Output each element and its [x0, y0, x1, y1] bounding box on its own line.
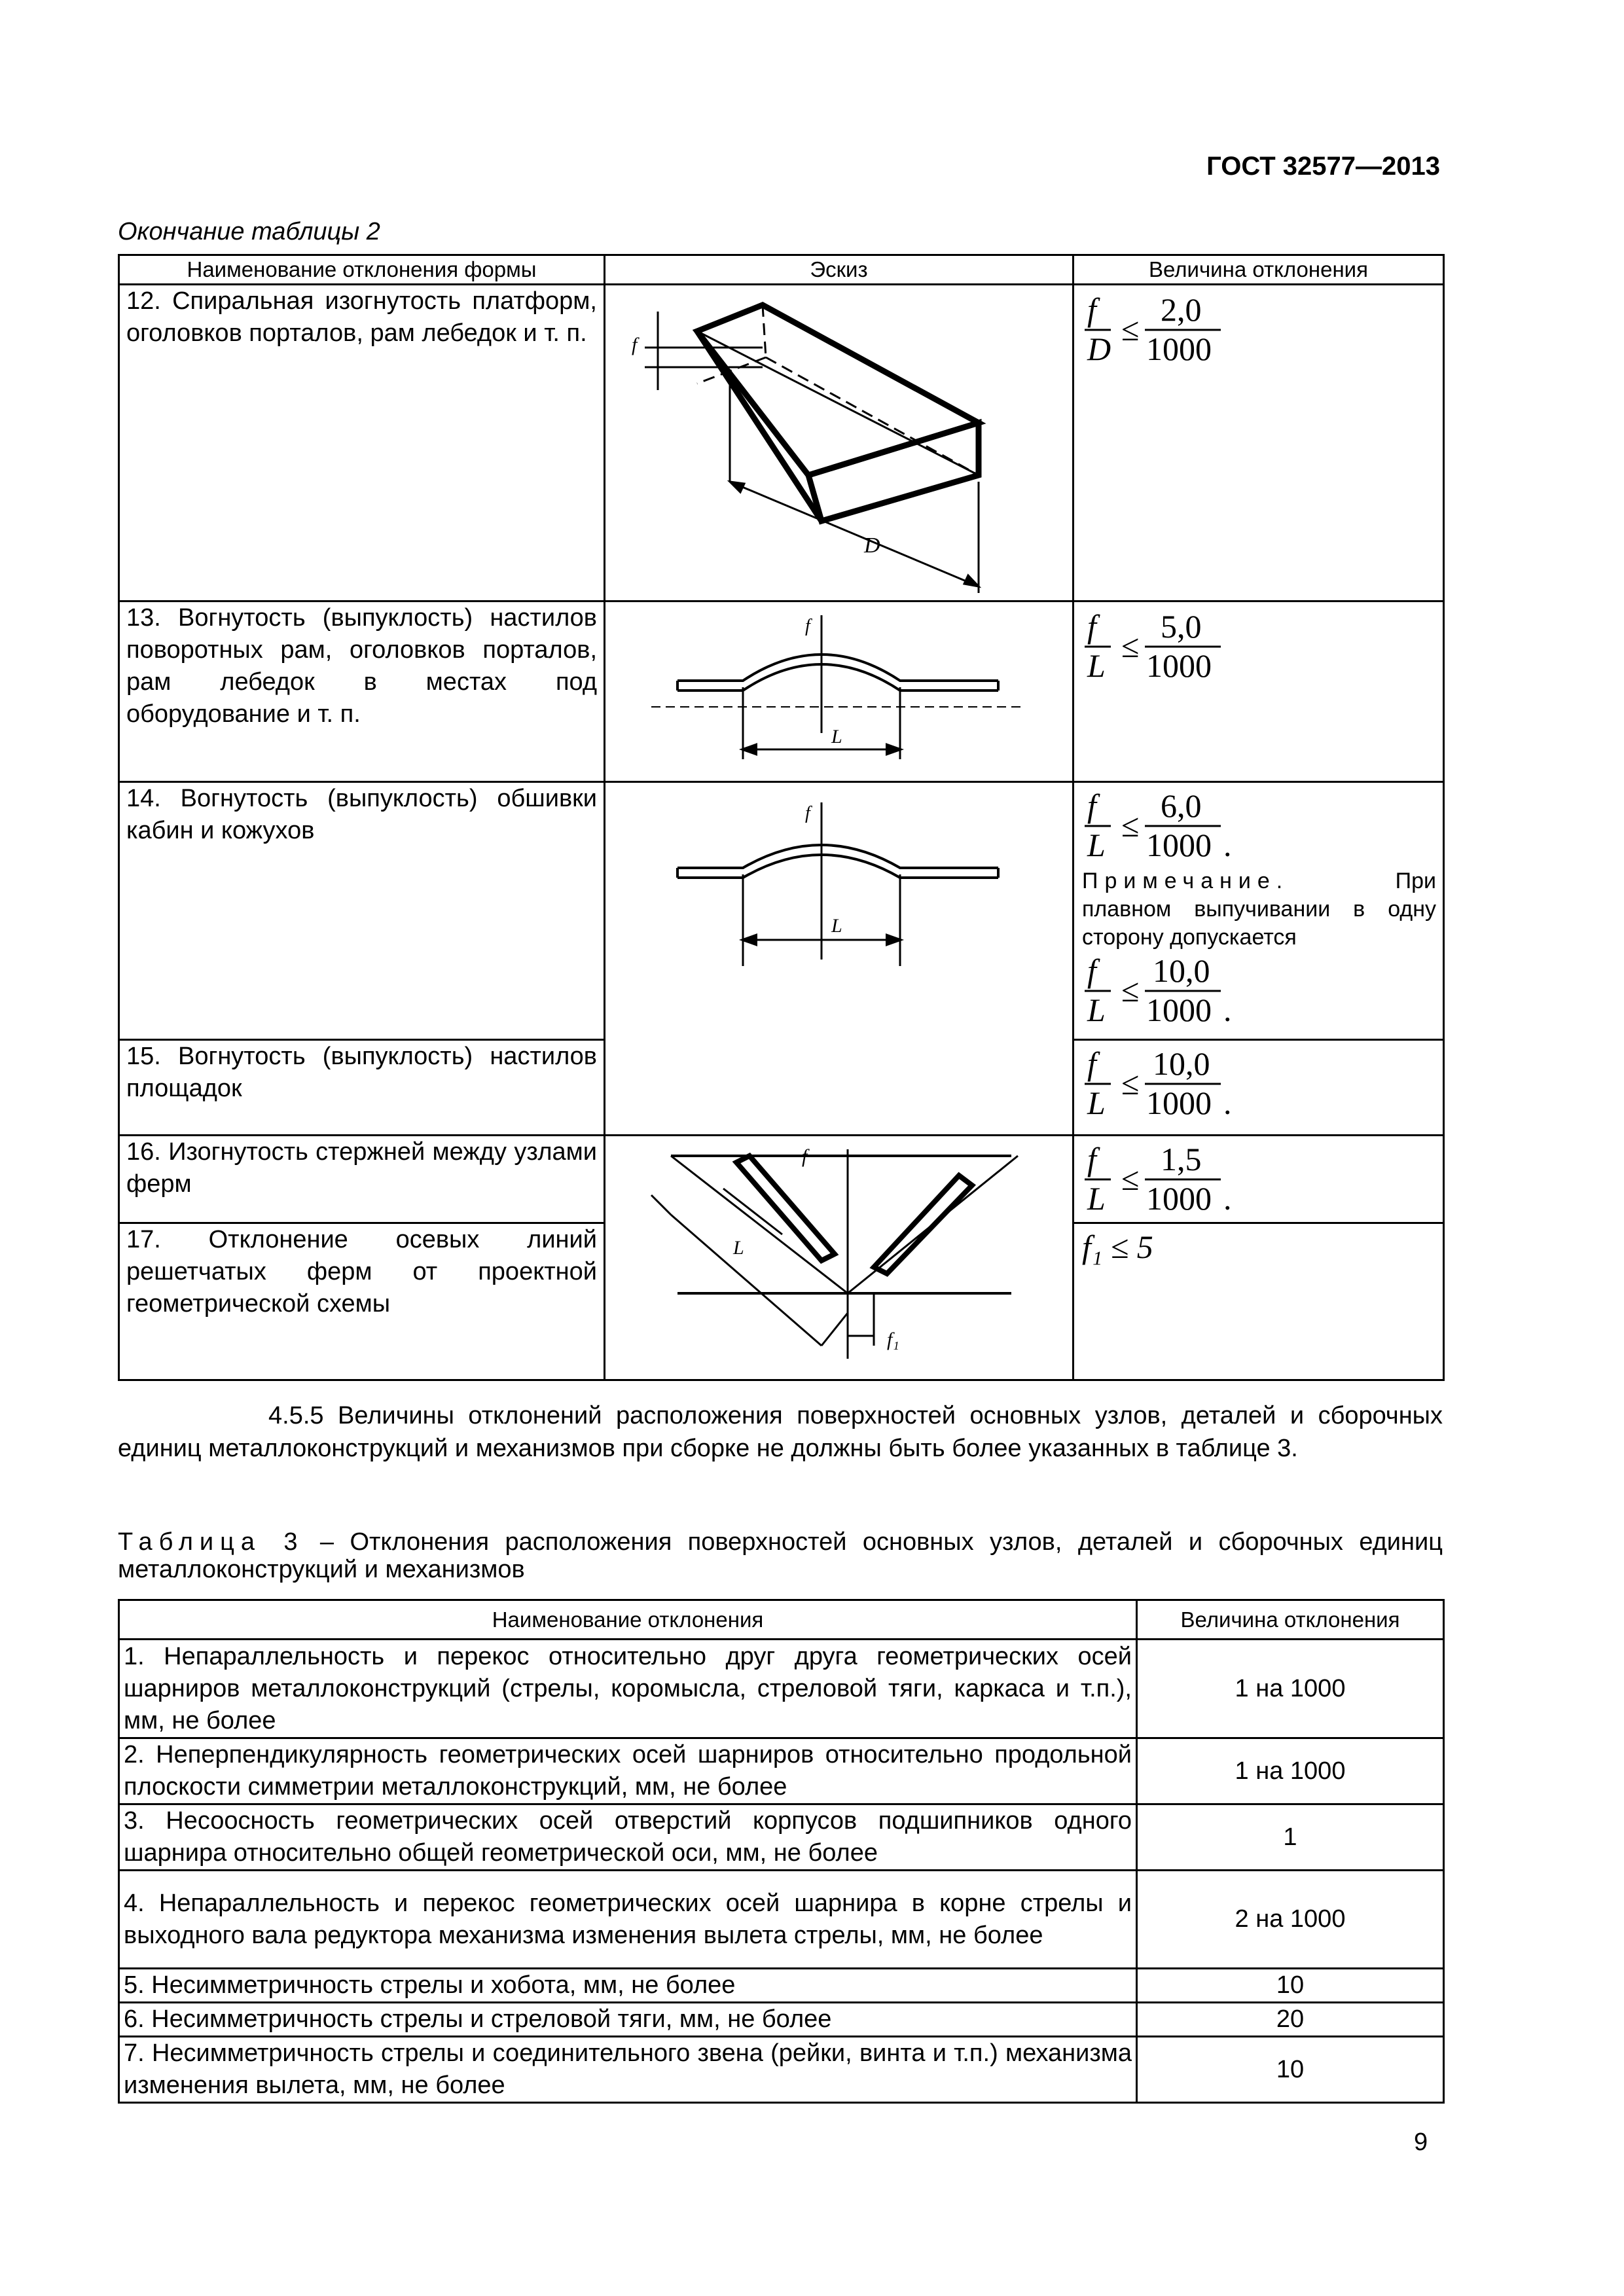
- row-14-name: 14. Вогнутость (выпуклость) обшивки кабин и кожухов: [119, 782, 605, 1040]
- sketch-label-f: f: [805, 803, 810, 823]
- row-14-note: [1082, 867, 1443, 952]
- formula-f: f: [1087, 952, 1096, 989]
- table2-row-13: [119, 601, 1444, 782]
- period: .: [1223, 992, 1232, 1028]
- row-15-name: 15. Вогнутость (выпуклость) настилов площадок: [119, 1040, 605, 1136]
- table3-caption-label: Таблица 3: [118, 1528, 304, 1556]
- sketch-label-L: L: [831, 915, 842, 937]
- sketch-label-f: f: [802, 1145, 808, 1167]
- cabin-bulge-sketch: [605, 783, 1072, 992]
- sketch-label-f1: f₁: [887, 1329, 899, 1350]
- table2-row-16: [119, 1136, 1444, 1223]
- period: .: [1223, 1180, 1232, 1217]
- row-12-name: 12. Спиральная изогнутость платформ, оголовков порталов, рам лебедок и т. п.: [119, 285, 605, 601]
- row-17-value: [1074, 1223, 1444, 1380]
- table3-row: [119, 2037, 1444, 2103]
- formula-f: f: [1087, 291, 1096, 328]
- table3-row-value: 10: [1137, 1969, 1444, 2003]
- row-16-17-sketch: [605, 1136, 1074, 1380]
- formula-num: 5,0: [1161, 608, 1202, 645]
- formula-denominator-var: L: [1087, 992, 1106, 1028]
- table2-col-sketch: Эскиз: [605, 255, 1074, 285]
- sketch-label-f: f: [805, 616, 810, 636]
- table2-row-12: [119, 285, 1444, 601]
- formula-den: 1000: [1146, 992, 1212, 1028]
- row-16-value: [1074, 1136, 1444, 1223]
- table3-row-value: 1 на 1000: [1137, 1640, 1444, 1738]
- row-14-value: [1074, 782, 1444, 1040]
- table3-row: [119, 1738, 1444, 1804]
- formula-denominator-var: L: [1087, 827, 1106, 863]
- table3-row-value: 20: [1137, 2003, 1444, 2037]
- formula-denominator-var: L: [1087, 647, 1106, 684]
- formula-12: [1082, 289, 1226, 368]
- formula-f: f: [1087, 1045, 1096, 1082]
- formula-14-note: [1082, 952, 1239, 1029]
- table3-col-value: Величина отклонения: [1137, 1600, 1444, 1640]
- table3-row-value: 1: [1137, 1804, 1444, 1871]
- table2-col-name: Наименование отклонения формы: [119, 255, 605, 285]
- leq-sign: ≤: [1121, 972, 1140, 1009]
- row-13-sketch: [605, 601, 1074, 782]
- formula-den: 1000: [1146, 647, 1212, 684]
- deck-bulge-sketch: [605, 602, 1072, 779]
- row-12-sketch: [605, 285, 1074, 601]
- table2-row-14: [119, 782, 1444, 1040]
- period: .: [1223, 827, 1232, 863]
- formula-num: 6,0: [1161, 787, 1202, 824]
- row-13-name: 13. Вогнутость (выпуклость) настилов поворотных рам, оголовков порталов, рам лебедок в местах под оборудование и т. п.: [119, 601, 605, 782]
- table3-caption: [118, 1528, 1443, 1583]
- spiral-bend-sketch: [605, 285, 1072, 600]
- formula-num: 1,5: [1161, 1141, 1202, 1177]
- period: .: [1223, 1085, 1232, 1121]
- formula-13: [1082, 606, 1226, 685]
- table2: [118, 254, 1445, 1381]
- formula-denominator-var: L: [1087, 1085, 1106, 1121]
- note-text: плавном выпучивании в одну сторону допускается: [1082, 897, 1436, 950]
- table3-row-name: 6. Несимметричность стрелы и стреловой тяги, мм, не более: [119, 2003, 1137, 2037]
- row-17-name: 17. Отклонение осевых линий решетчатых ферм от проектной геометрической схемы: [119, 1223, 605, 1380]
- table3-row-name: 3. Несоосность геометрических осей отверстий корпусов подшипников одного шарнира относительно общей геометрической оси, мм, не более: [119, 1804, 1137, 1871]
- table3-row: [119, 1640, 1444, 1738]
- row-16-name: 16. Изогнутость стержней между узлами ферм: [119, 1136, 605, 1223]
- sketch-label-L: L: [733, 1237, 744, 1259]
- row-15-value: [1074, 1040, 1444, 1136]
- leq-sign: ≤: [1121, 311, 1140, 348]
- table3-row: [119, 1871, 1444, 1969]
- sketch-label-L: L: [831, 726, 842, 747]
- formula-num: 2,0: [1161, 291, 1202, 328]
- sketch-label-D: D: [864, 533, 880, 558]
- formula-num: 10,0: [1153, 1045, 1210, 1082]
- row-13-value: [1074, 601, 1444, 782]
- truss-sketch: [605, 1136, 1072, 1371]
- formula-f: f: [1087, 787, 1096, 824]
- note-word: При: [1395, 869, 1436, 893]
- table3-row-value: 2 на 1000: [1137, 1871, 1444, 1969]
- table2-header-row: [119, 255, 1444, 285]
- table3-row-name: 1. Непараллельность и перекос относительно друг друга геометрических осей шарниров металлоконструкций (стрелы, коромысла, стреловой тяги, каркаса и т.п.), мм, не более: [119, 1640, 1137, 1738]
- formula-num: 10,0: [1153, 952, 1210, 989]
- formula-17: f₁ ≤ 5: [1082, 1229, 1153, 1265]
- table3-row-value: 1 на 1000: [1137, 1738, 1444, 1804]
- leq-sign: ≤: [1121, 1160, 1140, 1197]
- row-14-15-sketch: [605, 782, 1074, 1136]
- table3-row-name: 4. Непараллельность и перекос геометрических осей шарнира в корне стрелы и выходного вала редуктора механизма изменения вылета стрелы, мм, не более: [119, 1871, 1137, 1969]
- table3-row-name: 2. Неперпендикулярность геометрических осей шарниров относительно продольной плоскости симметрии металлоконструкций, мм, не более: [119, 1738, 1137, 1804]
- table3-row: [119, 1969, 1444, 2003]
- leq-sign: ≤: [1121, 807, 1140, 844]
- table3-header-row: [119, 1600, 1444, 1640]
- formula-denominator-var: D: [1087, 331, 1111, 367]
- document-code: ГОСТ 32577—2013: [1206, 152, 1440, 181]
- table3-row-value: 10: [1137, 2037, 1444, 2103]
- formula-f: f: [1087, 608, 1096, 645]
- paragraph-4-5-5: 4.5.5 Величины отклонений расположения поверхностей основных узлов, деталей и сборочных единиц металлоконструкций и механизмов при сборке не должны быть более указанных в таблице 3.: [118, 1402, 1443, 1462]
- formula-den: 1000: [1146, 1085, 1212, 1121]
- sketch-label-f: f: [632, 334, 638, 355]
- table3-caption-text: – Отклонения расположения поверхностей основных узлов, деталей и сборочных единиц металлоконструкций и механизмов: [118, 1528, 1443, 1583]
- table3-row-name: 7. Несимметричность стрелы и соединительного звена (рейки, винта и т.п.) механизма изменения вылета, мм, не более: [119, 2037, 1137, 2103]
- table2-caption: Окончание таблицы 2: [118, 218, 380, 245]
- table3-row: [119, 2003, 1444, 2037]
- table3-col-name: Наименование отклонения: [119, 1600, 1137, 1640]
- formula-15: [1082, 1045, 1239, 1122]
- leq-sign: ≤: [1121, 1065, 1140, 1102]
- formula-f: f: [1087, 1141, 1096, 1177]
- formula-den: 1000: [1146, 331, 1212, 367]
- formula-den: 1000: [1146, 827, 1212, 863]
- leq-sign: ≤: [1121, 628, 1140, 664]
- table3-row: [119, 1804, 1444, 1871]
- table3-row-name: 5. Несимметричность стрелы и хобота, мм, не более: [119, 1969, 1137, 2003]
- note-label: Примечание.: [1082, 869, 1290, 893]
- table2-col-value: Величина отклонения: [1074, 255, 1444, 285]
- formula-14: [1082, 787, 1239, 864]
- formula-den: 1000: [1146, 1180, 1212, 1217]
- row-12-value: [1074, 285, 1444, 601]
- page-number: 9: [1414, 2128, 1428, 2156]
- formula-16: [1082, 1140, 1239, 1217]
- table3: [118, 1599, 1445, 2104]
- formula-denominator-var: L: [1087, 1180, 1106, 1217]
